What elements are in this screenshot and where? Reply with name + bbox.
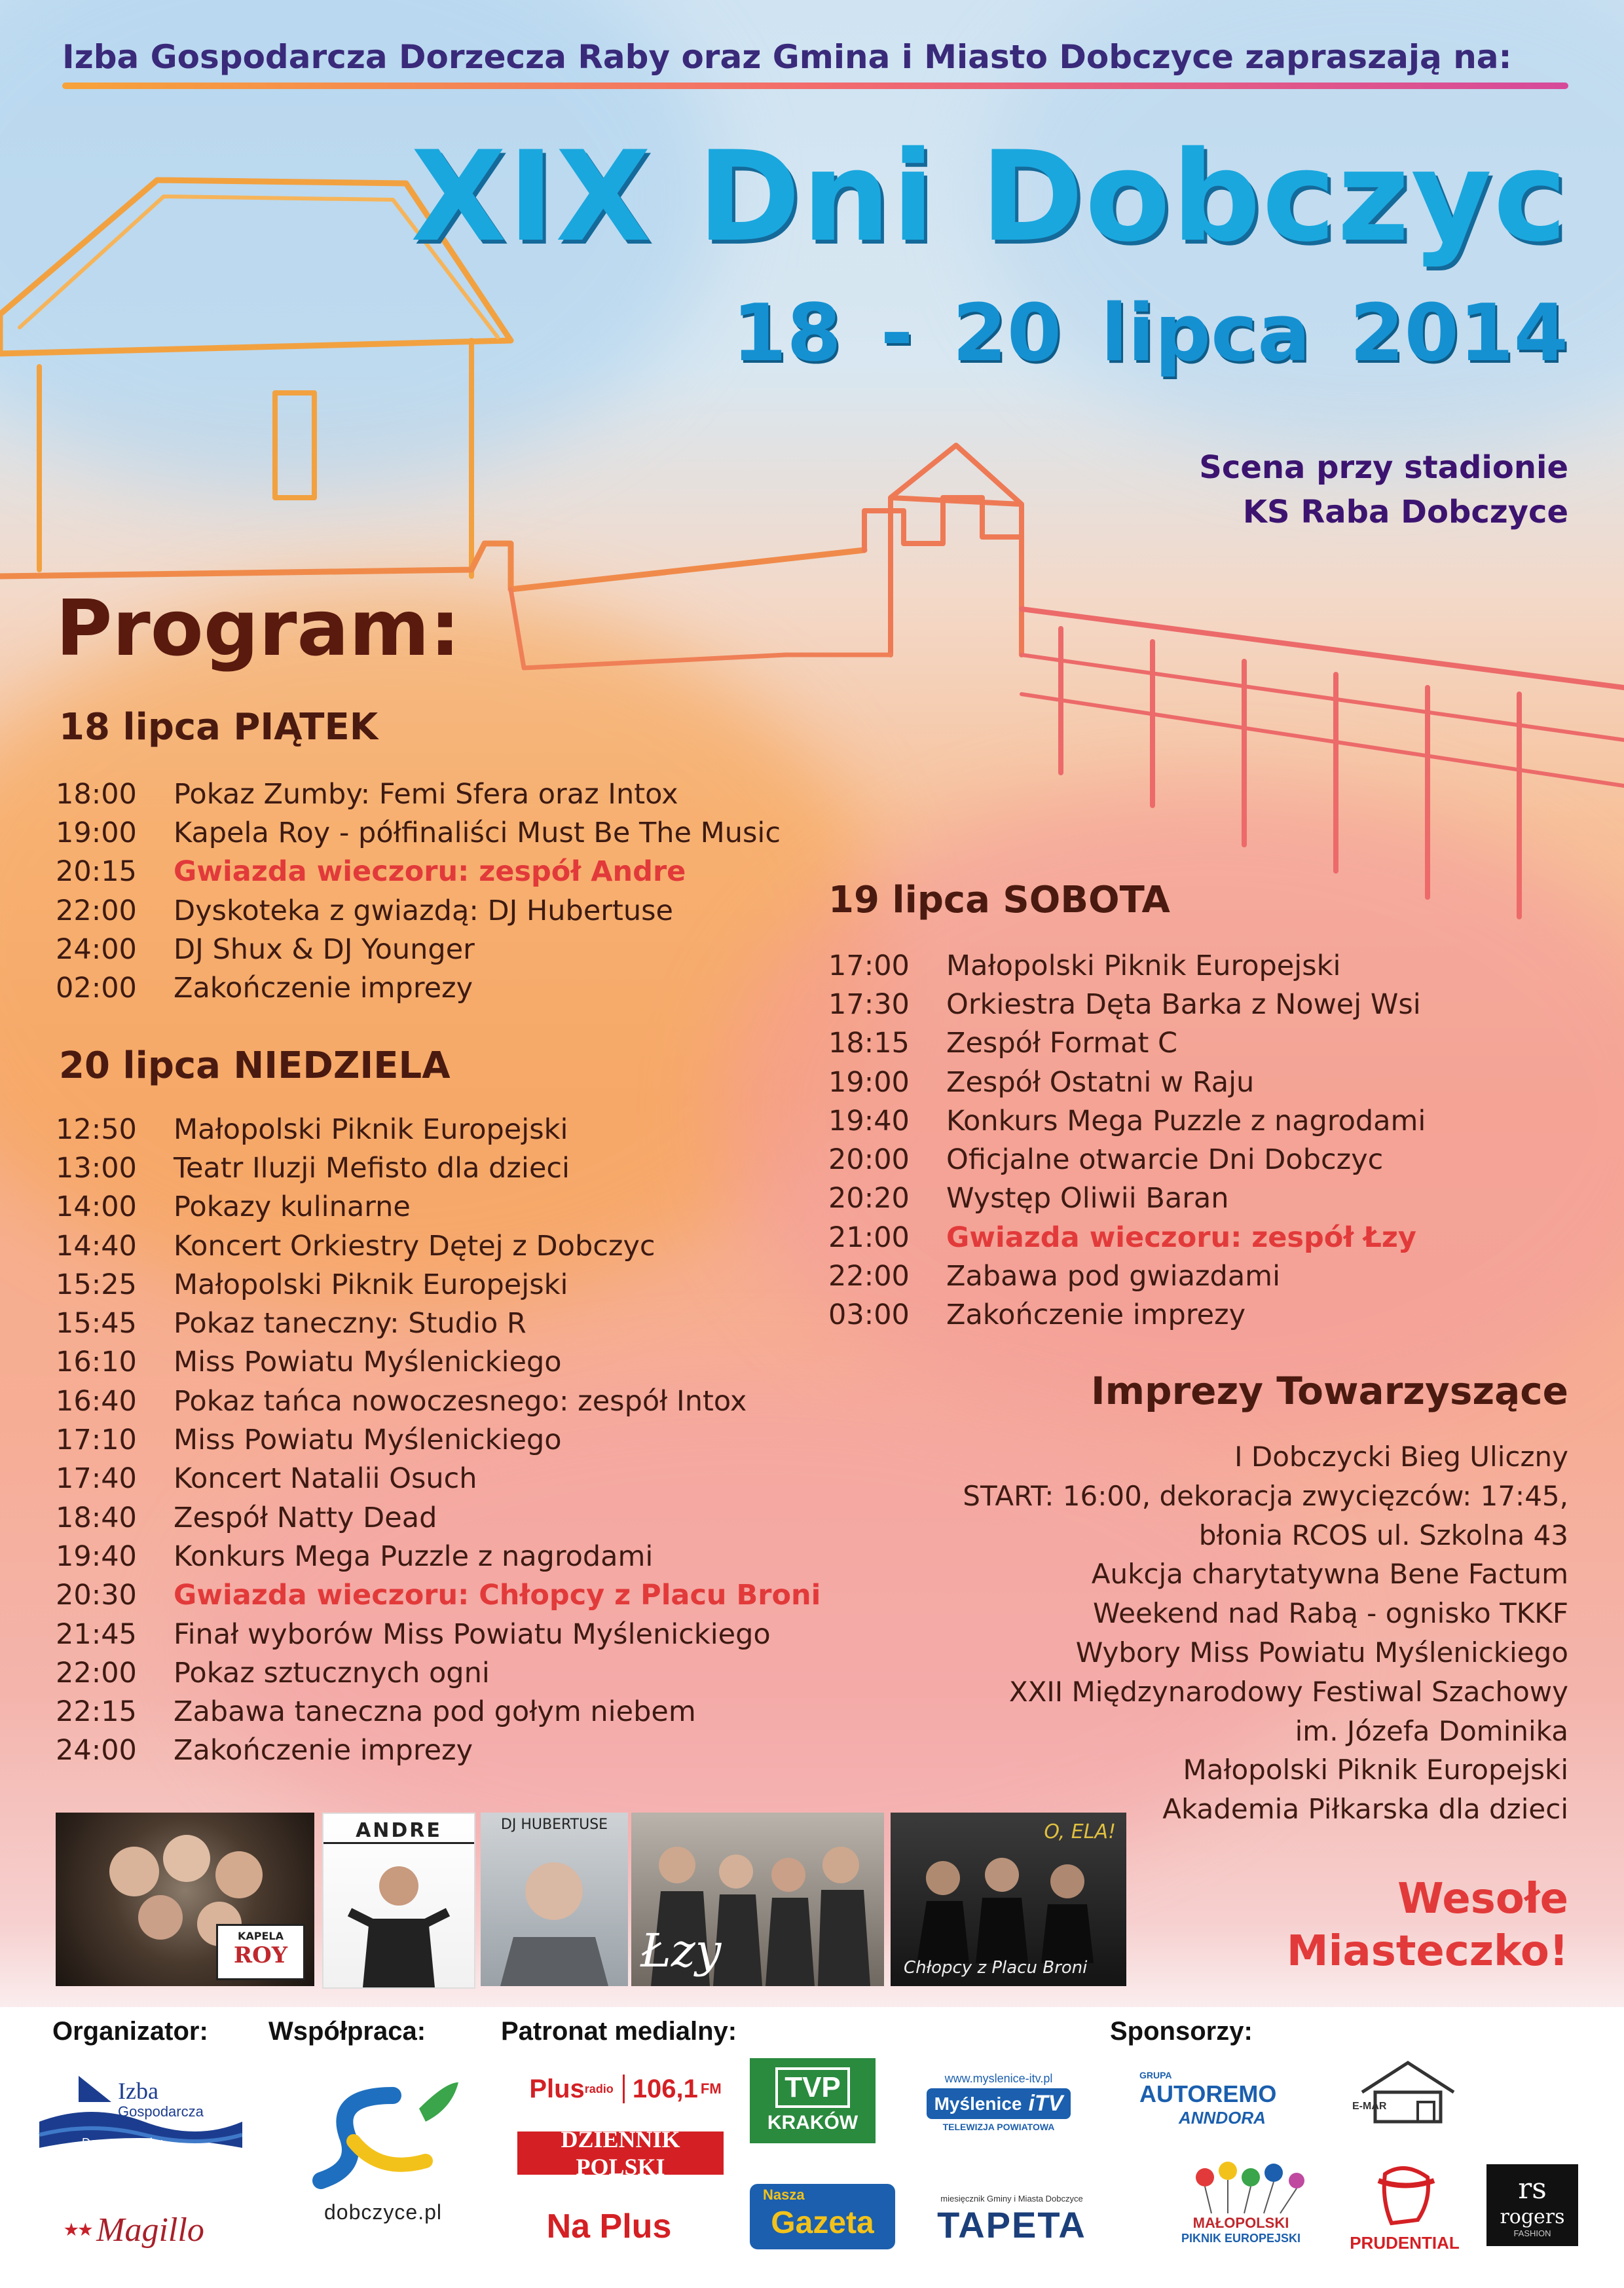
schedule-event: Finał wyborów Miss Powiatu Myślenickiego bbox=[174, 1617, 771, 1651]
schedule-event: Konkurs Mega Puzzle z nagrodami bbox=[174, 1540, 654, 1573]
schedule-event: Koncert Natalii Osuch bbox=[174, 1462, 477, 1496]
schedule-event: Zespół Format C bbox=[946, 1027, 1178, 1060]
schedule-time: 13:00 bbox=[56, 1151, 137, 1185]
schedule-time: 17:30 bbox=[828, 987, 910, 1021]
schedule-event: Pokaz Zumby: Femi Sfera oraz Intox bbox=[174, 777, 678, 811]
malopolski-line1: MAŁOPOLSKI bbox=[1192, 2215, 1289, 2231]
house-icon bbox=[1352, 2056, 1464, 2128]
schedule-time: 15:25 bbox=[56, 1268, 137, 1301]
schedule-row bbox=[56, 813, 781, 852]
schedule-event: Miss Powiatu Myślenickiego bbox=[174, 1346, 562, 1379]
autoremo-label: AUTOREMO bbox=[1139, 2080, 1277, 2107]
schedule-time: 03:00 bbox=[828, 1299, 910, 1332]
schedule-row bbox=[56, 1615, 821, 1653]
schedule-row bbox=[56, 1498, 821, 1537]
schedule-event: Małopolski Piknik Europejski bbox=[174, 1268, 568, 1301]
friday-heading: 18 lipca PIĄTEK bbox=[59, 706, 378, 748]
schedule-event: Teatr Iluzji Mefisto dla dzieci bbox=[174, 1151, 570, 1185]
itv-subtitle: TELEWIZJA POWIATOWA bbox=[942, 2122, 1055, 2132]
organizer-label: Organizator: bbox=[52, 2017, 208, 2046]
schedule-event: Gwiazda wieczoru: Chłopcy z Placu Broni bbox=[174, 1579, 821, 1612]
izba-line3: Dorzecza Raby bbox=[82, 2136, 163, 2149]
logo-magillo[interactable] bbox=[39, 2207, 229, 2253]
schedule-time: 22:00 bbox=[56, 1656, 137, 1689]
schedule-time: 22:00 bbox=[56, 894, 137, 927]
schedule-row bbox=[828, 1257, 1426, 1295]
schedule-time: 16:10 bbox=[56, 1346, 137, 1379]
andre-caption: ANDRE bbox=[323, 1819, 474, 1844]
schedule-time: 17:10 bbox=[56, 1424, 137, 1457]
logo-nasza-gazeta[interactable] bbox=[750, 2184, 895, 2249]
schedule-row bbox=[56, 969, 781, 1007]
cooperation-label: Współpraca: bbox=[268, 2017, 426, 2046]
friday-schedule bbox=[56, 775, 781, 1008]
schedule-time: 18:40 bbox=[56, 1501, 137, 1534]
dobczyce-swirl-icon bbox=[295, 2069, 471, 2200]
schedule-time: 14:40 bbox=[56, 1229, 137, 1263]
sunday-heading: 20 lipca NIEDZIELA bbox=[59, 1044, 451, 1087]
extras-line: START: 16:00, dekoracja zwycięzców: 17:45, bbox=[963, 1479, 1568, 1512]
itv-url: www.myslenice-itv.pl bbox=[944, 2072, 1053, 2085]
logo-autoremo-anndora[interactable] bbox=[1139, 2063, 1316, 2135]
schedule-row bbox=[56, 1692, 821, 1731]
schedule-row bbox=[56, 853, 781, 891]
rogers-mark: rs bbox=[1518, 2172, 1547, 2205]
schedule-event: Oficjalne otwarcie Dni Dobczyc bbox=[946, 1143, 1384, 1177]
schedule-event: Gwiazda wieczoru: zespół Andre bbox=[174, 855, 686, 889]
grupa-label: GRUPA bbox=[1139, 2069, 1172, 2080]
logo-tvp-krakow[interactable] bbox=[750, 2058, 876, 2143]
logo-rogers-fashion[interactable] bbox=[1486, 2164, 1578, 2246]
schedule-event: Zespół Natty Dead bbox=[174, 1501, 437, 1534]
schedule-event: Zakończenie imprezy bbox=[174, 1734, 473, 1767]
schedule-row bbox=[56, 1420, 821, 1459]
schedule-event: Miss Powiatu Myślenickiego bbox=[174, 1424, 562, 1457]
logo-dziennik-polski[interactable] bbox=[517, 2126, 724, 2180]
logo-prudential[interactable] bbox=[1342, 2154, 1467, 2259]
invitation-line: Izba Gospodarcza Dorzecza Raby oraz Gmina i Miasto Dobczyce zapraszają na: bbox=[62, 38, 1512, 76]
schedule-row bbox=[828, 1063, 1426, 1101]
venue-line: KS Raba Dobczyce bbox=[1242, 494, 1568, 530]
roy-label-top: KAPELA bbox=[237, 1930, 284, 1942]
schedule-row bbox=[56, 1110, 821, 1149]
schedule-time: 18:15 bbox=[828, 1027, 910, 1060]
roy-label bbox=[216, 1924, 305, 1980]
schedule-event: Dyskoteka z gwiazdą: DJ Hubertuse bbox=[174, 894, 673, 927]
plus-radio-divider bbox=[623, 2075, 625, 2103]
gazeta-label: Gazeta bbox=[771, 2205, 874, 2240]
schedule-time: 19:40 bbox=[828, 1104, 910, 1137]
schedule-row bbox=[828, 1024, 1426, 1063]
schedule-time: 20:20 bbox=[828, 1182, 910, 1215]
tapeta-subtitle: miesięcznik Gminy i Miasta Dobczyce bbox=[940, 2194, 1083, 2204]
saturday-schedule bbox=[828, 946, 1426, 1335]
schedule-row bbox=[56, 1343, 821, 1382]
dziennik-name: DZIENNIK POLSKI bbox=[561, 2126, 680, 2180]
prudential-name: PRUDENTIAL bbox=[1350, 2232, 1460, 2253]
extras-line: I Dobczycki Bieg Uliczny bbox=[1234, 1441, 1568, 1473]
tvp-city: KRAKÓW bbox=[767, 2112, 858, 2133]
dobczyce-url: dobczyce.pl bbox=[324, 2200, 442, 2224]
schedule-row bbox=[56, 1576, 821, 1615]
schedule-event: Zabawa pod gwiazdami bbox=[946, 1260, 1281, 1293]
schedule-time: 12:50 bbox=[56, 1113, 137, 1146]
schedule-row bbox=[828, 1101, 1426, 1140]
logo-malopolski-piknik[interactable] bbox=[1153, 2154, 1323, 2253]
schedule-event: Zakończenie imprezy bbox=[946, 1299, 1246, 1332]
logo-tapeta[interactable] bbox=[913, 2194, 1110, 2246]
schedule-event: Pokazy kulinarne bbox=[174, 1190, 411, 1224]
program-heading: Program: bbox=[56, 583, 461, 673]
logo-na-plus[interactable] bbox=[524, 2197, 694, 2256]
extras-list bbox=[963, 1437, 1568, 1829]
schedule-time: 19:00 bbox=[828, 1065, 910, 1099]
prudence-head-icon bbox=[1365, 2161, 1444, 2233]
nasza-label: Nasza bbox=[763, 2187, 805, 2203]
plus-radio-name: Plus bbox=[529, 2074, 585, 2103]
plus-radio-freq: 106,1 bbox=[632, 2074, 698, 2103]
rogers-name: rogers bbox=[1500, 2205, 1565, 2228]
chlopcy-title: O, ELA! bbox=[1044, 1820, 1116, 1843]
logo-izba-gospodarcza[interactable] bbox=[33, 2063, 242, 2161]
schedule-event: Zabawa taneczna pod gołym niebem bbox=[174, 1695, 696, 1729]
schedule-event: Małopolski Piknik Europejski bbox=[174, 1113, 568, 1146]
schedule-time: 24:00 bbox=[56, 932, 137, 966]
saturday-heading: 19 lipca SOBOTA bbox=[828, 879, 1170, 921]
schedule-row bbox=[56, 1382, 821, 1420]
extras-line: Aukcja charytatywna Bene Factum bbox=[1091, 1558, 1568, 1591]
funfair-line: Wesołe bbox=[1397, 1875, 1568, 1923]
hubertuse-caption: DJ HUBERTUSE bbox=[500, 1817, 608, 1833]
schedule-event: Występ Oliwii Baran bbox=[946, 1182, 1229, 1215]
photo-chlopcy-z-placu-broni bbox=[891, 1813, 1126, 1986]
schedule-row bbox=[828, 1179, 1426, 1218]
roy-label-name: ROY bbox=[233, 1942, 288, 1968]
schedule-time: 15:45 bbox=[56, 1307, 137, 1340]
itv-badge bbox=[927, 2088, 1071, 2119]
schedule-event: Pokaz taneczny: Studio R bbox=[174, 1307, 526, 1340]
naplus-name: Na Plus bbox=[546, 2207, 672, 2245]
schedule-time: 19:00 bbox=[56, 816, 137, 849]
schedule-event: DJ Shux & DJ Younger bbox=[174, 932, 475, 966]
malopolski-labels bbox=[1166, 2215, 1316, 2245]
lzy-caption: Łzy bbox=[640, 1924, 722, 1978]
malopolski-line2: PIKNIK EUROPEJSKI bbox=[1181, 2232, 1301, 2245]
extras-line: Wybory Miss Powiatu Myślenickiego bbox=[1075, 1636, 1568, 1669]
sunday-schedule bbox=[56, 1110, 821, 1770]
schedule-time: 17:40 bbox=[56, 1462, 137, 1496]
izba-line2: Gospodarcza bbox=[118, 2103, 204, 2120]
schedule-row bbox=[56, 1188, 821, 1227]
schedule-row bbox=[56, 1304, 821, 1342]
tapeta-name: TAPETA bbox=[937, 2204, 1086, 2245]
festival-dates: 18 - 20 lipca 2014 bbox=[731, 288, 1568, 379]
photo-lzy bbox=[631, 1813, 884, 1986]
schedule-time: 20:15 bbox=[56, 855, 137, 889]
magillo-stars-icon: ★★ bbox=[64, 2221, 93, 2239]
funfair-notice bbox=[1287, 1873, 1568, 1978]
schedule-time: 14:00 bbox=[56, 1190, 137, 1224]
schedule-row bbox=[56, 1537, 821, 1576]
extras-line: Akademia Piłkarska dla dzieci bbox=[1162, 1793, 1568, 1826]
photo-dj-hubertuse bbox=[481, 1813, 628, 1986]
extras-heading: Imprezy Towarzyszące bbox=[1091, 1369, 1568, 1413]
schedule-event: Zespół Ostatni w Raju bbox=[946, 1065, 1255, 1099]
extras-line: XXII Międzynarodowy Festiwal Szachowy bbox=[1008, 1675, 1568, 1708]
anndora-label: ANNDORA bbox=[1179, 2107, 1266, 2128]
emar-name: E-MAR bbox=[1352, 2101, 1387, 2112]
venue bbox=[1199, 445, 1568, 534]
photo-kapela-roy bbox=[56, 1813, 314, 1986]
schedule-event: Koncert Orkiestry Dętej z Dobczyc bbox=[174, 1229, 655, 1263]
schedule-time: 21:45 bbox=[56, 1617, 137, 1651]
extras-line: Małopolski Piknik Europejski bbox=[1183, 1754, 1568, 1786]
schedule-row bbox=[56, 1731, 821, 1770]
funfair-line: Miasteczko! bbox=[1286, 1927, 1568, 1976]
extras-line: im. Józefa Dominika bbox=[1295, 1714, 1568, 1747]
schedule-time: 17:00 bbox=[828, 949, 910, 982]
magillo-name: Magillo bbox=[96, 2211, 204, 2249]
itv-mark: iTV bbox=[1028, 2091, 1063, 2116]
schedule-event: Kapela Roy - półfinaliści Must Be The Music bbox=[174, 816, 781, 849]
schedule-time: 20:00 bbox=[828, 1143, 910, 1177]
schedule-row bbox=[56, 1265, 821, 1304]
schedule-row bbox=[56, 1227, 821, 1265]
schedule-row bbox=[56, 891, 781, 930]
logo-myslenice-itv[interactable] bbox=[913, 2063, 1084, 2141]
schedule-event: Pokaz tańca nowoczesnego: zespół Intox bbox=[174, 1384, 747, 1418]
schedule-row bbox=[828, 946, 1426, 985]
extras-line: Weekend nad Rabą - ognisko TKKF bbox=[1093, 1597, 1568, 1630]
schedule-row bbox=[56, 1460, 821, 1498]
schedule-row bbox=[828, 1140, 1426, 1179]
schedule-event: Konkurs Mega Puzzle z nagrodami bbox=[946, 1104, 1426, 1137]
schedule-row bbox=[56, 1653, 821, 1692]
schedule-row bbox=[56, 1149, 821, 1187]
schedule-time: 20:30 bbox=[56, 1579, 137, 1612]
schedule-event: Gwiazda wieczoru: zespół Łzy bbox=[946, 1221, 1416, 1254]
logo-dobczyce[interactable] bbox=[295, 2069, 471, 2240]
logo-plus-radio[interactable] bbox=[517, 2066, 733, 2112]
itv-name: Myślenice bbox=[934, 2093, 1022, 2114]
schedule-event: Małopolski Piknik Europejski bbox=[946, 949, 1341, 982]
extras-line: błonia RCOS ul. Szkolna 43 bbox=[1198, 1519, 1568, 1551]
schedule-time: 24:00 bbox=[56, 1734, 137, 1767]
schedule-time: 16:40 bbox=[56, 1384, 137, 1418]
schedule-row bbox=[56, 775, 781, 813]
schedule-row bbox=[828, 1296, 1426, 1335]
plus-radio-small: radio bbox=[584, 2082, 614, 2095]
schedule-event: Pokaz sztucznych ogni bbox=[174, 1656, 490, 1689]
schedule-time: 22:15 bbox=[56, 1695, 137, 1729]
schedule-time: 22:00 bbox=[828, 1260, 910, 1293]
chlopcy-caption: Chłopcy z Placu Broni bbox=[904, 1958, 1088, 1978]
schedule-event: Orkiestra Dęta Barka z Nowej Wsi bbox=[946, 987, 1421, 1021]
schedule-row bbox=[828, 985, 1426, 1024]
hubertuse-figure bbox=[481, 1813, 628, 1986]
izba-line1: Izba bbox=[118, 2078, 158, 2104]
andre-figure bbox=[323, 1814, 474, 1987]
sponsors-label: Sponsorzy: bbox=[1110, 2017, 1253, 2046]
schedule-time: 21:00 bbox=[828, 1221, 910, 1254]
photo-andre bbox=[322, 1813, 475, 1989]
tvp-mark: TVP bbox=[775, 2067, 850, 2108]
rogers-subtitle: FASHION bbox=[1513, 2228, 1551, 2238]
invitation-underline bbox=[62, 83, 1568, 89]
schedule-event: Zakończenie imprezy bbox=[174, 972, 473, 1005]
schedule-time: 02:00 bbox=[56, 972, 137, 1005]
schedule-time: 19:40 bbox=[56, 1540, 137, 1573]
media-label: Patronat medialny: bbox=[501, 2017, 737, 2046]
plus-radio-fm: FM bbox=[700, 2080, 722, 2097]
schedule-row bbox=[828, 1218, 1426, 1257]
schedule-row bbox=[56, 930, 781, 969]
venue-line: Scena przy stadionie bbox=[1199, 449, 1568, 486]
festival-title: XIX Dni Dobczyc bbox=[410, 124, 1568, 269]
schedule-time: 18:00 bbox=[56, 777, 137, 811]
logo-e-mar[interactable] bbox=[1352, 2056, 1464, 2128]
